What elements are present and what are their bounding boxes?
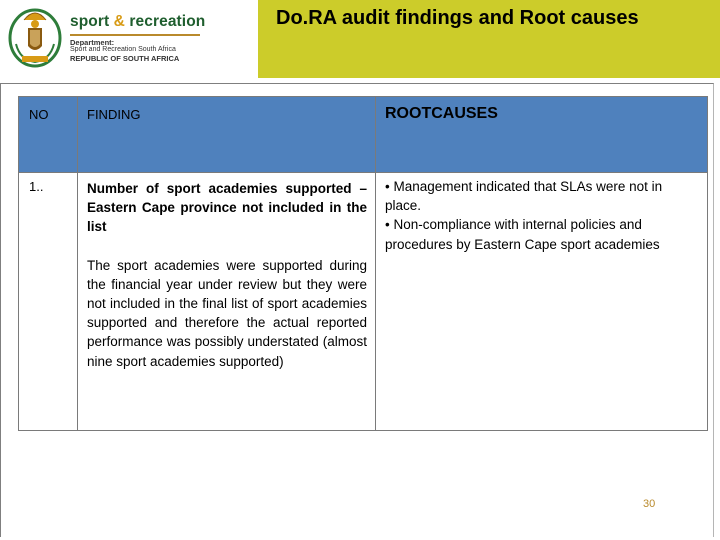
- row-number: 1..: [29, 179, 44, 194]
- finding-cell: [87, 179, 367, 371]
- header-divider: [19, 172, 707, 173]
- coat-of-arms-icon: [6, 4, 64, 70]
- header-rootcauses: ROOTCAUSES: [385, 105, 498, 122]
- rootcause-item: • Non-compliance with internal policies and procedures by Eastern Cape sport academies: [385, 217, 660, 252]
- header-no: NO: [29, 107, 49, 122]
- page-number: 30: [643, 498, 656, 510]
- header-finding: FINDING: [87, 107, 141, 122]
- dept-name: Sport and Recreation South Africa: [70, 46, 176, 53]
- logo-area: [0, 0, 258, 78]
- brand-ampersand: &: [113, 13, 125, 30]
- rootcauses-cell: [385, 177, 700, 254]
- brand-name: [70, 13, 205, 31]
- dept-label: Department:: [70, 38, 115, 47]
- country-name: REPUBLIC OF SOUTH AFRICA: [70, 54, 180, 63]
- brand-divider: [70, 34, 200, 36]
- column-divider-2: [375, 97, 376, 430]
- column-divider-1: [77, 97, 78, 430]
- title-bar: [258, 0, 720, 78]
- findings-table: [18, 96, 708, 431]
- finding-detail: The sport academies were supported during the financial year under review but they were not included in the final list of sport academies supported and therefore the actual reported performance was possibly understated (almost nine sport academies supported): [87, 257, 367, 369]
- rootcause-item: • Management indicated that SLAs were not in place.: [385, 179, 663, 214]
- page-title: Do.RA audit findings and Root causes: [276, 7, 639, 29]
- brand-word-sport: sport: [70, 13, 110, 30]
- brand-word-recreation: recreation: [129, 13, 206, 30]
- finding-title: Number of sport academies supported – Eastern Cape province not included in the list: [87, 181, 367, 235]
